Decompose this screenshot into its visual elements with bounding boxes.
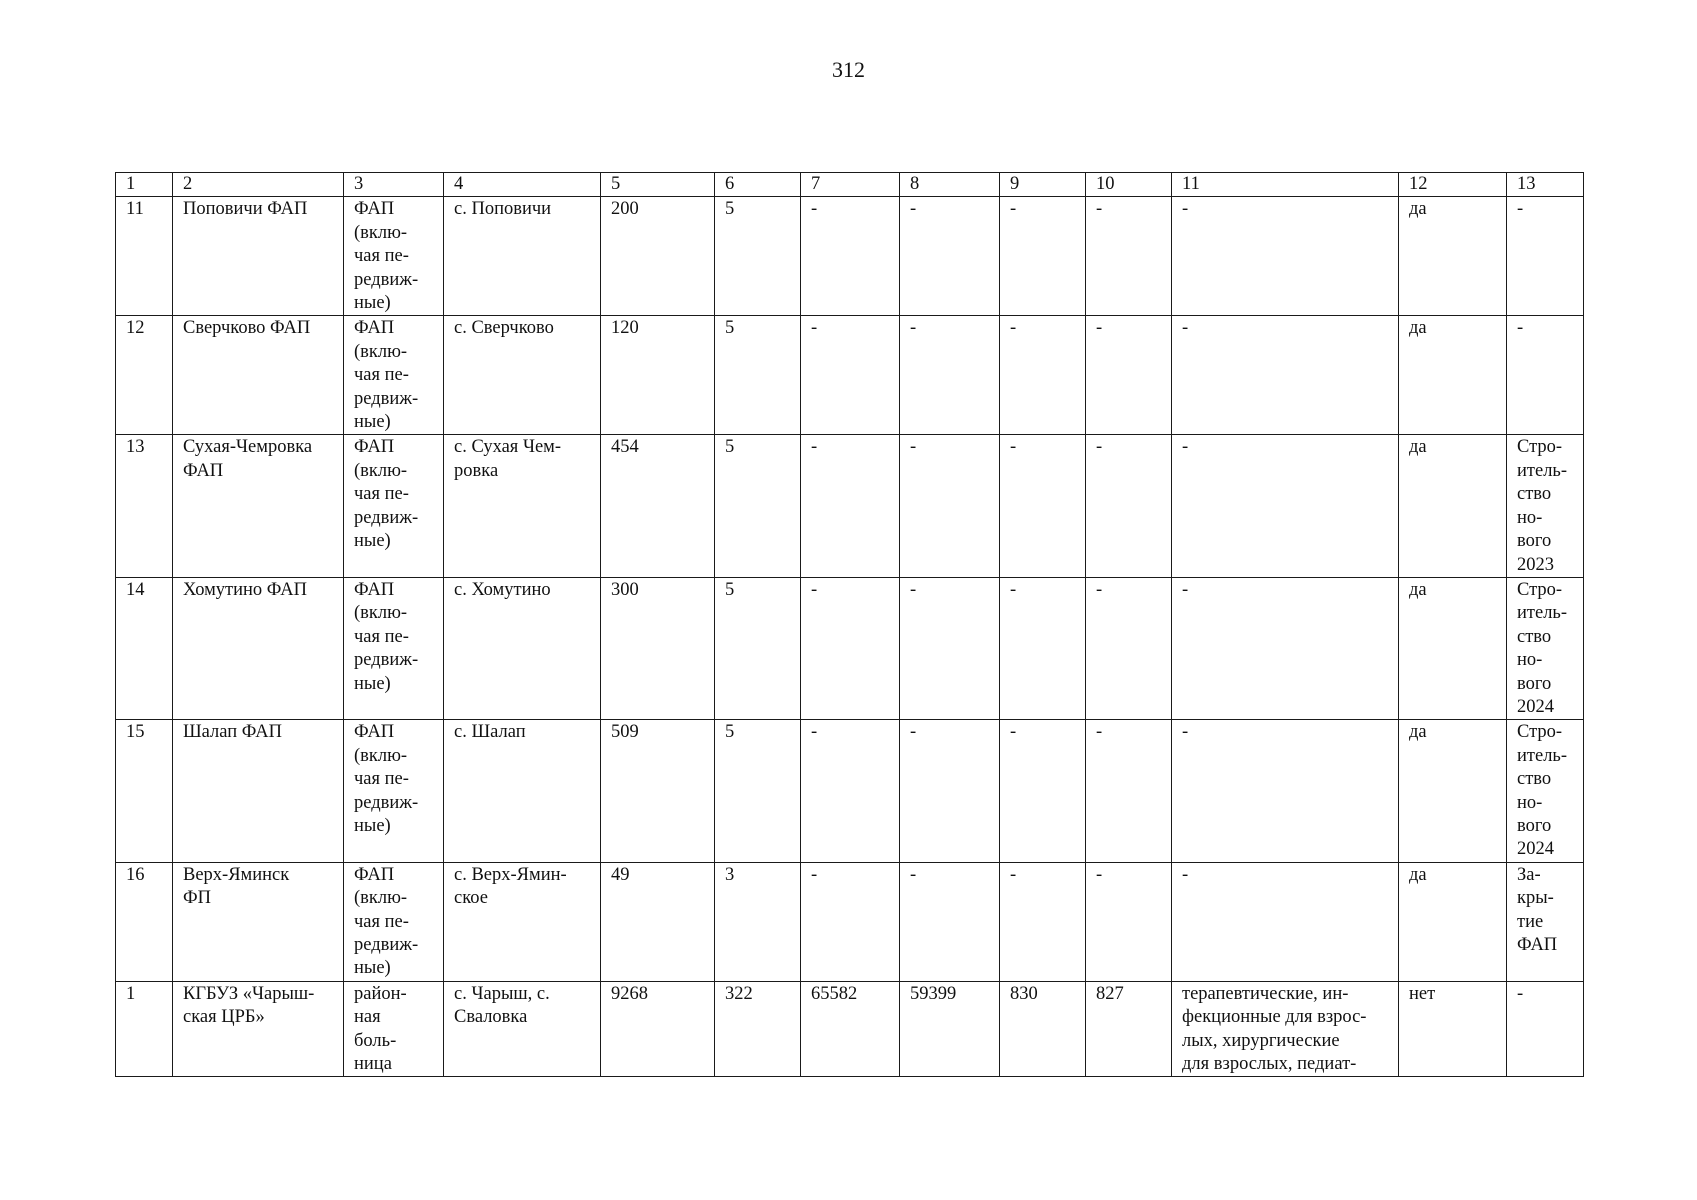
table-cell: Поповичи ФАП <box>173 197 344 316</box>
table-cell: 59399 <box>900 981 1000 1077</box>
table-cell: - <box>1172 862 1399 981</box>
table-cell: 830 <box>1000 981 1086 1077</box>
table-cell: с. Сухая Чем- ровка <box>444 435 601 577</box>
table-cell: 200 <box>601 197 715 316</box>
table-cell: - <box>1172 577 1399 719</box>
header-cell: 11 <box>1172 173 1399 197</box>
table-cell: - <box>900 720 1000 862</box>
table-cell: - <box>1172 720 1399 862</box>
table-cell: с. Сверчково <box>444 316 601 435</box>
table-cell: - <box>1086 197 1172 316</box>
table-cell: да <box>1399 720 1507 862</box>
table-cell: ФАП (вклю- чая пе- редвиж- ные) <box>344 435 444 577</box>
table-cell: 9268 <box>601 981 715 1077</box>
header-cell: 1 <box>116 173 173 197</box>
table-cell: 1 <box>116 981 173 1077</box>
table-cell: да <box>1399 862 1507 981</box>
table-cell: с. Чарыш, с. Сваловка <box>444 981 601 1077</box>
table-cell: 15 <box>116 720 173 862</box>
table-cell: нет <box>1399 981 1507 1077</box>
table-cell: Хомутино ФАП <box>173 577 344 719</box>
table-cell: - <box>1507 981 1584 1077</box>
table-cell: 16 <box>116 862 173 981</box>
table-cell: - <box>1172 316 1399 435</box>
header-cell: 12 <box>1399 173 1507 197</box>
header-cell: 9 <box>1000 173 1086 197</box>
table-cell: - <box>1000 197 1086 316</box>
table-cell: 300 <box>601 577 715 719</box>
table-cell: - <box>1172 435 1399 577</box>
table-cell: с. Верх-Ямин- ское <box>444 862 601 981</box>
table-cell: - <box>1086 435 1172 577</box>
table-cell: За- кры- тие ФАП <box>1507 862 1584 981</box>
table-row <box>116 435 1584 577</box>
data-table <box>115 172 1584 1077</box>
table-row <box>116 577 1584 719</box>
table-cell: Шалап ФАП <box>173 720 344 862</box>
header-cell: 4 <box>444 173 601 197</box>
table-cell: район- ная боль- ница <box>344 981 444 1077</box>
table-cell: КГБУЗ «Чарыш- ская ЦРБ» <box>173 981 344 1077</box>
table-cell: 322 <box>715 981 801 1077</box>
table-cell: - <box>801 316 900 435</box>
table-cell: ФАП (вклю- чая пе- редвиж- ные) <box>344 720 444 862</box>
header-cell: 8 <box>900 173 1000 197</box>
table-cell: - <box>1000 720 1086 862</box>
page-number: 312 <box>832 57 865 82</box>
table-cell: - <box>900 435 1000 577</box>
table-header-row <box>116 173 1584 197</box>
table-cell: - <box>1000 862 1086 981</box>
table-cell: Верх-Яминск ФП <box>173 862 344 981</box>
table-cell: ФАП (вклю- чая пе- редвиж- ные) <box>344 862 444 981</box>
table-cell: 5 <box>715 197 801 316</box>
table-cell: - <box>1086 316 1172 435</box>
table-cell: с. Хомутино <box>444 577 601 719</box>
table-cell: - <box>1000 577 1086 719</box>
table-cell: - <box>801 197 900 316</box>
table-cell: да <box>1399 577 1507 719</box>
header-cell: 10 <box>1086 173 1172 197</box>
header-cell: 13 <box>1507 173 1584 197</box>
table-cell: 5 <box>715 316 801 435</box>
table-cell: - <box>1086 720 1172 862</box>
table-cell: да <box>1399 316 1507 435</box>
header-cell: 7 <box>801 173 900 197</box>
table-cell: - <box>1086 577 1172 719</box>
table-cell: 5 <box>715 435 801 577</box>
table-cell: 49 <box>601 862 715 981</box>
table-cell: Стро- итель- ство но- вого 2024 <box>1507 720 1584 862</box>
header-cell: 3 <box>344 173 444 197</box>
table-cell: да <box>1399 435 1507 577</box>
table-row <box>116 720 1584 862</box>
table-cell: - <box>1086 862 1172 981</box>
table-cell: Стро- итель- ство но- вого 2023 <box>1507 435 1584 577</box>
table-cell: Сверчково ФАП <box>173 316 344 435</box>
table-cell: - <box>1172 197 1399 316</box>
table-cell: - <box>1000 316 1086 435</box>
table-cell: - <box>801 720 900 862</box>
table-cell: - <box>801 577 900 719</box>
table-row <box>116 862 1584 981</box>
table-cell: Стро- итель- ство но- вого 2024 <box>1507 577 1584 719</box>
table-cell: - <box>801 435 900 577</box>
table-cell: 11 <box>116 197 173 316</box>
table-cell: - <box>900 197 1000 316</box>
table-cell: - <box>1507 316 1584 435</box>
table-cell: с. Шалап <box>444 720 601 862</box>
table-cell: 509 <box>601 720 715 862</box>
table-cell: - <box>900 316 1000 435</box>
table-cell: - <box>1507 197 1584 316</box>
table-cell: ФАП (вклю- чая пе- редвиж- ные) <box>344 197 444 316</box>
table-cell: ФАП (вклю- чая пе- редвиж- ные) <box>344 577 444 719</box>
header-cell: 2 <box>173 173 344 197</box>
table-cell: 14 <box>116 577 173 719</box>
table-cell: Сухая-Чемровка ФАП <box>173 435 344 577</box>
table-cell: 827 <box>1086 981 1172 1077</box>
table-cell: с. Поповичи <box>444 197 601 316</box>
table-cell: 120 <box>601 316 715 435</box>
header-cell: 6 <box>715 173 801 197</box>
table-row <box>116 981 1584 1077</box>
table-cell: - <box>1000 435 1086 577</box>
table-row <box>116 316 1584 435</box>
table-cell: 13 <box>116 435 173 577</box>
table-cell: 12 <box>116 316 173 435</box>
table-cell: 454 <box>601 435 715 577</box>
table-cell: 3 <box>715 862 801 981</box>
table-cell: 5 <box>715 720 801 862</box>
table-cell: 65582 <box>801 981 900 1077</box>
table-cell: 5 <box>715 577 801 719</box>
table-cell: терапевтические, ин- фекционные для взрос- лых, хирургические для взрослых, педиат- <box>1172 981 1399 1077</box>
table-cell: - <box>900 862 1000 981</box>
table-cell: - <box>900 577 1000 719</box>
table-row <box>116 197 1584 316</box>
table-cell: - <box>801 862 900 981</box>
table-cell: ФАП (вклю- чая пе- редвиж- ные) <box>344 316 444 435</box>
table-cell: да <box>1399 197 1507 316</box>
header-cell: 5 <box>601 173 715 197</box>
